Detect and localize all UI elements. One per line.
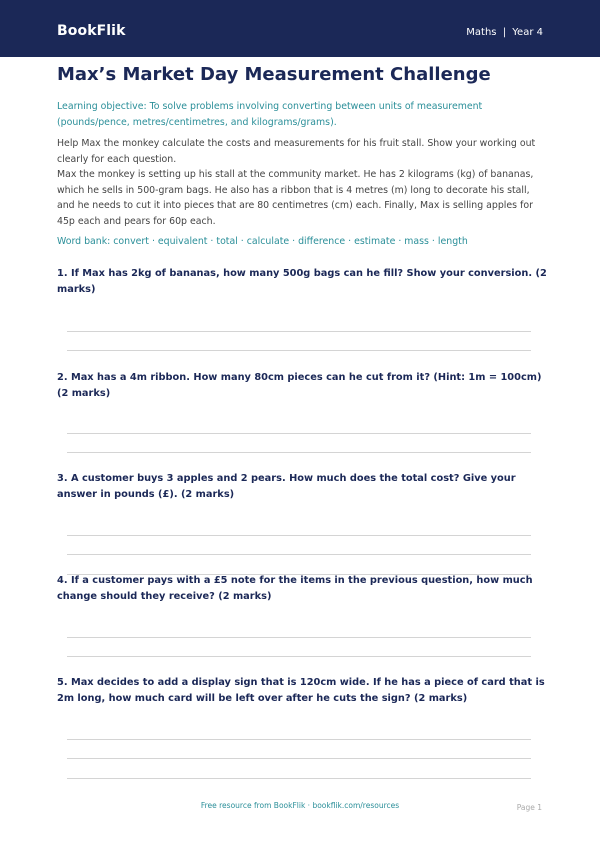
brand-logo: BookFlik [57, 23, 126, 39]
answer-line [67, 535, 531, 536]
answer-line [67, 452, 531, 453]
question-5: 5. Max decides to add a display sign that is 120cm wide. If he has a piece of card that is 2m long, how much card will be left over after he cuts the sign? (2 marks) [57, 677, 545, 704]
page-header [0, 0, 600, 57]
question-3: 3. A customer buys 3 apples and 2 pears. How much does the total cost? Give your answer in pounds (£). (2 marks) [57, 473, 516, 500]
header-separator: | [502, 27, 507, 38]
question-1: 1. If Max has 2kg of bananas, how many 500g bags can he fill? Show your conversion. (2 marks) [57, 268, 547, 295]
answer-line [67, 331, 531, 332]
subject-year-label [466, 27, 543, 38]
answer-line [67, 433, 531, 434]
question-4: 4. If a customer pays with a £5 note for the items in the previous question, how much change should they receive? (2 marks) [57, 575, 533, 602]
word-bank: Word bank: convert · equivalent · total · calculate · difference · estimate · mass · length [57, 236, 468, 247]
answer-line [67, 758, 531, 759]
learning-objective: Learning objective: To solve problems involving converting between units of measurement (pounds/pence, metres/centimetres, and kilograms/grams). [57, 101, 483, 128]
page-number: Page 1 [516, 803, 542, 812]
answer-line [67, 637, 531, 638]
answer-line [67, 739, 531, 740]
instructions: Help Max the monkey calculate the costs and measurements for his fruit stall. Show your working out clearly for each question. [57, 138, 536, 165]
subject-label: Maths [466, 27, 497, 38]
question-2: 2. Max has a 4m ribbon. How many 80cm pieces can he cut from it? (Hint: 1m = 100cm) (2 marks) [57, 372, 542, 399]
footer-credit-link[interactable]: Free resource from BookFlik · bookflik.com/resources [200, 801, 400, 810]
scenario-text: Max the monkey is setting up his stall at the community market. He has 2 kilograms (kg) of bananas, which he sells in 500-gram bags. He also has a ribbon that is 4 metres (m) long to decorate his stall, and he needs to cut it into pieces that are 80 centimetres (cm) each. Finally, Max is selling apples for 45p each and pears for 60p each. [57, 169, 534, 227]
answer-line [67, 656, 531, 657]
worksheet-title: Max’s Market Day Measurement Challenge [57, 64, 491, 85]
answer-line [67, 778, 531, 779]
answer-line [67, 350, 531, 351]
year-label: Year 4 [512, 27, 543, 38]
answer-line [67, 554, 531, 555]
footer-credit [0, 801, 600, 810]
